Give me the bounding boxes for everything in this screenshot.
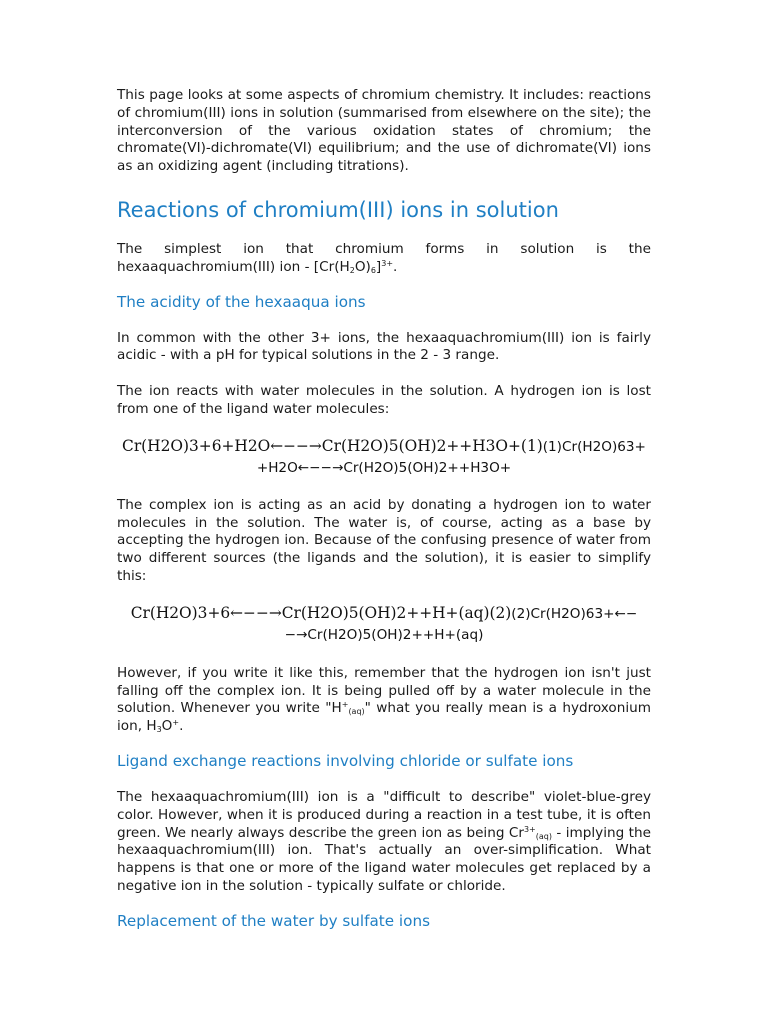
subheading-ligand-exchange: Ligand exchange reactions involving chloride or sulfate ions <box>117 751 574 770</box>
equation-1-line-2: +H2O←−−→Cr(H2O)5(OH)2++H3O+ <box>256 459 512 476</box>
paragraph-text: O <box>161 718 173 735</box>
superscript: 3+ <box>523 824 536 834</box>
simplest-ion-paragraph <box>117 241 651 277</box>
paragraph-text: . <box>179 718 184 735</box>
ligand-paragraph <box>117 789 651 896</box>
equation-2 <box>117 603 651 646</box>
acidity-paragraph-2: The ion reacts with water molecules in the solution. A hydrogen ion is lost from one of the ligand water molecules: <box>117 383 651 417</box>
equation-2-alt-start: (2)Cr(H2O)63+←− <box>511 605 638 622</box>
paragraph-text: " what you really mean is a hydroxonium ion, H <box>117 700 651 735</box>
superscript: + <box>172 718 180 728</box>
acidity-paragraph-3: The complex ion is acting as an acid by donating a hydrogen ion to water molecules in the solution. The water is, of course, acting as a base by accepting the hydrogen ion. Because of the confusing presence of water from two different sources (the ligands and the solution), it is easier to simplify this: <box>117 496 651 584</box>
paragraph-text: - implying the hexaaquachromium(III) ion. That's actually an over-simplification. What happens is that one or more of the ligand water molecules get replaced by a negative ion in the solution - typically sulfate or chloride. <box>117 824 651 894</box>
equation-2-math: Cr(H2O)3+6←−−→Cr(H2O)5(OH)2++H+(aq)(2) <box>130 603 512 622</box>
paragraph-text: The hexaaquachromium(III) ion is a "difficult to describe" violet-blue-grey color. However, when it is produced during a reaction in a test tube, it is often green. We nearly always describe the green ion as being Cr <box>117 788 651 841</box>
superscript: 3+ <box>381 258 394 268</box>
formula-text: O) <box>354 258 371 275</box>
equation-2-line-2: −→Cr(H2O)5(OH)2++H+(aq) <box>284 626 484 643</box>
subscript: 6 <box>370 265 376 275</box>
section-heading-chromium-iii: Reactions of chromium(III) ions in solution <box>117 197 559 222</box>
equation-1-alt-start: (1)Cr(H2O)63+ <box>542 438 646 455</box>
formula-text: . <box>393 258 398 275</box>
subscript: 2 <box>349 265 355 275</box>
subscript: (aq) <box>535 831 552 841</box>
subheading-sulfate: Replacement of the water by sulfate ions <box>117 911 430 930</box>
equation-2-line-1 <box>117 603 651 625</box>
intro-paragraph: This page looks at some aspects of chromium chemistry. It includes: reactions of chromium(III) ions in solution (summarised from elsewhere on the site); the interconversion of the various oxidation states of chromium; the chromate(VI)-dichromate(VI) equilibrium; and the use of dichromate(VI) ions as an oxidizing agent (including titrations). <box>117 87 651 175</box>
article <box>117 87 651 931</box>
acidity-paragraph-4 <box>117 665 651 736</box>
equation-1-math: Cr(H2O)3+6+H2O←−−→Cr(H2O)5(OH)2++H3O+(1) <box>122 436 543 455</box>
subscript: 3 <box>156 725 162 735</box>
subheading-acidity: The acidity of the hexaaqua ions <box>117 292 366 311</box>
equation-1-line-1 <box>117 436 651 458</box>
subscript: (aq) <box>348 707 365 717</box>
formula-text: ] <box>375 258 382 275</box>
equation-1 <box>117 436 651 479</box>
acidity-paragraph-1: In common with the other 3+ ions, the hexaaquachromium(III) ion is fairly acidic - with a pH for typical solutions in the 2 - 3 range. <box>117 329 651 364</box>
paragraph-text: However, if you write it like this, remember that the hydrogen ion isn't just falling off the complex ion. It is being pulled off by a water molecule in the solution. Whenever you write "H <box>117 664 651 717</box>
simplest-ion-text: The simplest ion that chromium forms in solution is the hexaaquachromium(III) ion - [Cr(H <box>117 240 651 275</box>
superscript: + <box>341 700 349 710</box>
